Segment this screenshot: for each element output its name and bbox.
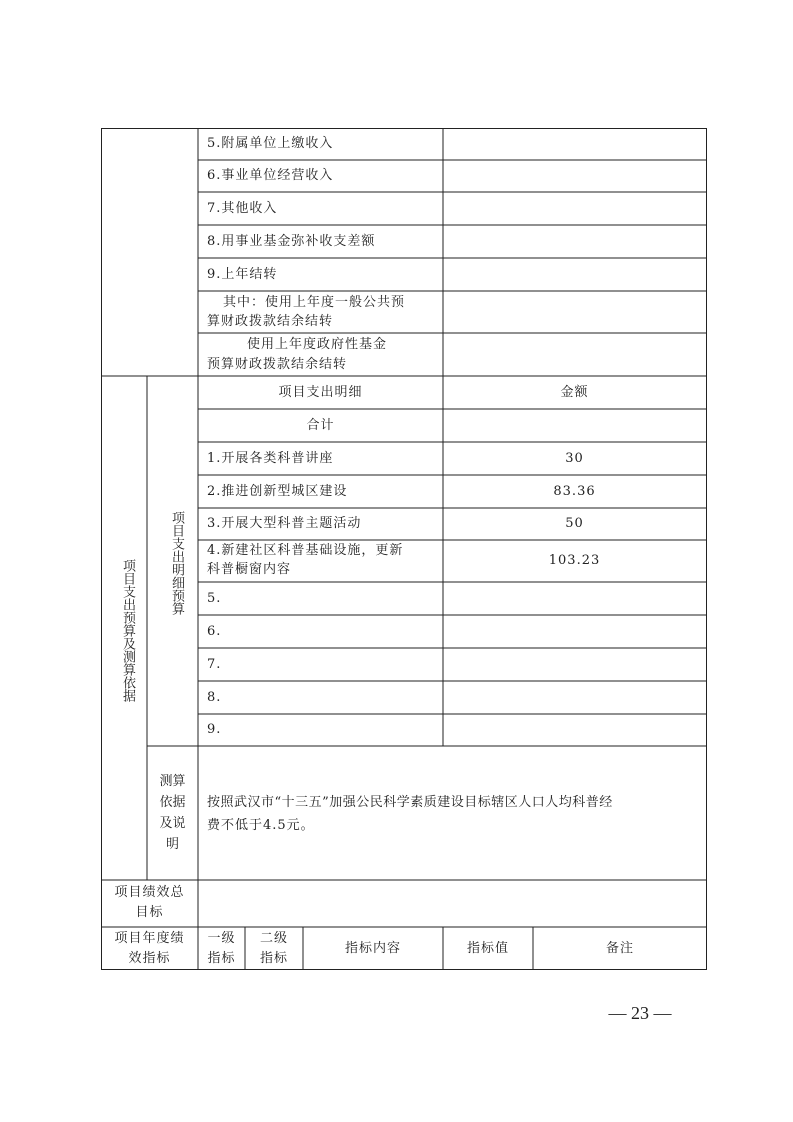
expense-header-item: 项目支出明细: [278, 385, 363, 400]
expense-detail-label: 项目支出明细预算: [169, 510, 184, 615]
expense-total-label: 合计: [306, 418, 335, 433]
budget-form-table: [101, 128, 707, 970]
expense-item-label: 5.: [207, 591, 222, 606]
expense-item-label-line2: 科普橱窗内容: [207, 562, 292, 577]
expense-item-amount: 83.36: [553, 484, 596, 499]
level1-header-line1: 一级: [207, 931, 236, 946]
indicator-value-header: 指标值: [466, 941, 509, 956]
goal-label-line2: 目标: [135, 905, 164, 920]
expense-item-label: 9.: [207, 722, 222, 737]
carryover-general-line2: 算财政拨款结余结转: [207, 314, 334, 329]
income-row-label: 5.附属单位上缴收入: [207, 136, 334, 151]
expense-section-label: 项目支出预算及测算依据: [120, 558, 135, 702]
carryover-fund-line1: 使用上年度政府性基金: [247, 337, 388, 352]
expense-item-label: 6.: [207, 624, 222, 639]
remarks-header: 备注: [605, 941, 634, 956]
expense-item-amount: 103.23: [548, 553, 601, 568]
level2-header-line2: 指标: [259, 951, 288, 966]
expense-item-label: 7.: [207, 657, 222, 672]
expense-header-amount: 金额: [560, 385, 589, 400]
carryover-general-line1: 其中：使用上年度一般公共预: [223, 295, 406, 310]
basis-label: 测算 依据 及说 明: [159, 774, 186, 852]
expense-item-label-line1: 4.新建社区科普基础设施，更新: [207, 543, 404, 558]
expense-item-label: 3.开展大型科普主题活动: [207, 516, 362, 531]
indicator-content-header: 指标内容: [344, 941, 401, 956]
goal-label-line1: 项目绩效总: [114, 885, 185, 900]
basis-text-line1: 按照武汉市“十三五”加强公民科学素质建设目标辖区人口人均科普经: [207, 795, 613, 810]
basis-text-line2: 费不低于4.5元。: [207, 818, 315, 833]
carryover-fund-line2: 预算财政拨款结余结转: [207, 357, 348, 372]
annual-label-line2: 效指标: [128, 951, 171, 966]
expense-item-amount: 30: [565, 451, 584, 466]
annual-label-line1: 项目年度绩: [114, 931, 185, 946]
page-number: — 23 —: [608, 1003, 672, 1023]
expense-item-label: 8.: [207, 690, 222, 705]
level2-header-line1: 二级: [259, 931, 288, 946]
income-row-label: 7.其他收入: [207, 201, 278, 216]
income-row-label: 6.事业单位经营收入: [207, 168, 334, 183]
expense-item-amount: 50: [565, 516, 584, 531]
level1-header-line2: 指标: [207, 951, 236, 966]
income-row-label: 9.上年结转: [207, 267, 278, 282]
expense-item-label: 1.开展各类科普讲座: [207, 451, 334, 466]
expense-item-label: 2.推进创新型城区建设: [207, 484, 348, 499]
income-row-label: 8.用事业基金弥补收支差额: [207, 234, 376, 249]
